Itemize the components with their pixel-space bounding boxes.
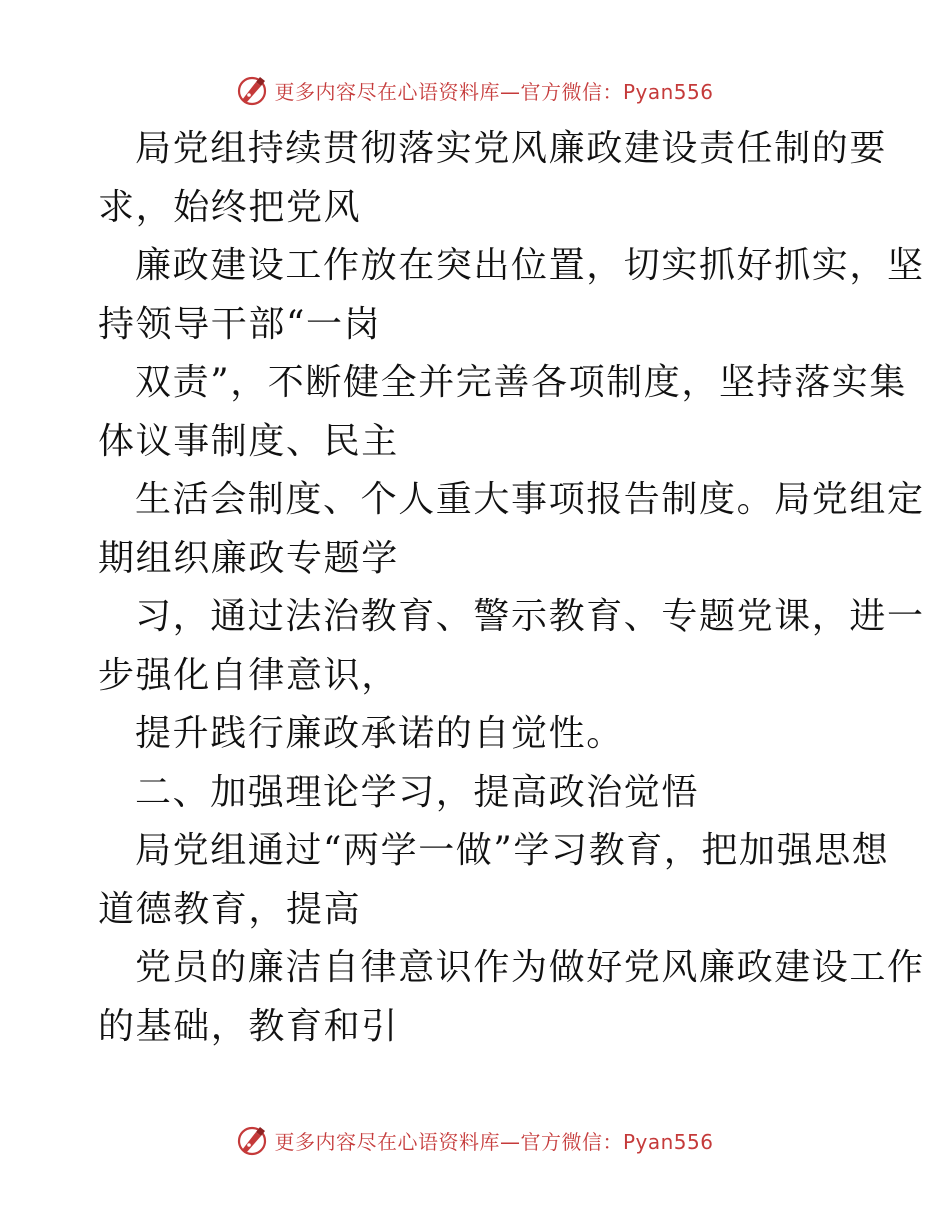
paragraph-line: 党员的廉洁自律意识作为做好党风廉政建设工作 bbox=[135, 947, 925, 988]
paragraph-line: 期组织廉政专题学 bbox=[98, 537, 399, 579]
document-body bbox=[98, 120, 925, 1056]
header-watermark bbox=[0, 73, 950, 107]
paragraph-line: 持领导干部“一岗 bbox=[98, 303, 382, 345]
paragraph-line: 提升践行廉政承诺的自觉性。 bbox=[135, 713, 624, 754]
section-heading: 二、加强理论学习，提高政治觉悟 bbox=[135, 771, 700, 813]
paragraph-line: 求，始终把党风 bbox=[98, 186, 362, 228]
watermark-text: 更多内容尽在心语资料库—官方微信：Pyan556 bbox=[274, 79, 714, 104]
paragraph-line: 的基础，教育和引 bbox=[98, 1005, 399, 1047]
paragraph-line: 局党组持续贯彻落实党风廉政建设责任制的要 bbox=[135, 128, 888, 169]
watermark-text: 更多内容尽在心语资料库—官方微信：Pyan556 bbox=[274, 1129, 714, 1154]
paragraph-line: 步强化自律意识， bbox=[98, 654, 399, 696]
pen-nib-logo-icon bbox=[236, 74, 268, 106]
paragraph-line: 道德教育，提高 bbox=[98, 888, 362, 930]
footer-watermark bbox=[0, 1123, 950, 1157]
paragraph-line: 廉政建设工作放在突出位置，切实抓好抓实，坚 bbox=[135, 245, 925, 286]
pen-nib-logo-icon bbox=[236, 1124, 268, 1156]
paragraph-line: 局党组通过“两学一做”学习教育，把加强思想 bbox=[135, 830, 890, 871]
paragraph-line: 生活会制度、个人重大事项报告制度。局党组定 bbox=[135, 479, 925, 520]
paragraph-line: 双责”，不断健全并完善各项制度，坚持落实集 bbox=[135, 362, 908, 403]
paragraph-line: 体议事制度、民主 bbox=[98, 420, 399, 462]
paragraph-line: 习，通过法治教育、警示教育、专题党课，进一 bbox=[135, 596, 925, 637]
